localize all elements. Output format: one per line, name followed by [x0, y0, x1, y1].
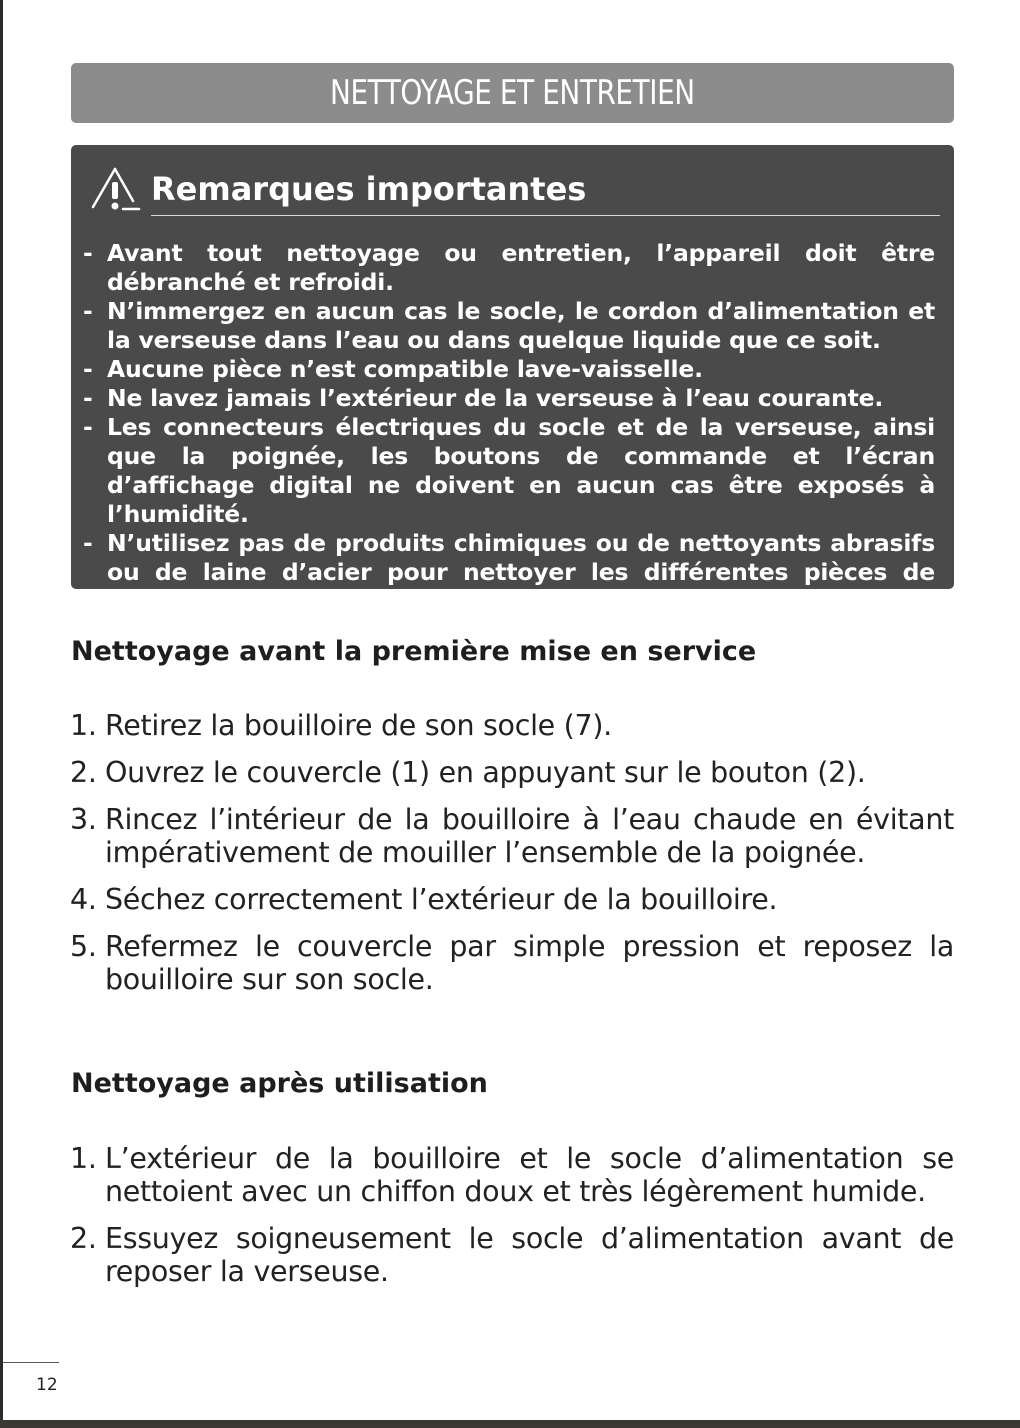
- notice-item: [83, 239, 935, 297]
- notice-item-text: Avant tout nettoyage ou entretien, l’appareil doit être débranché et refroidi.: [107, 239, 935, 296]
- step-number: 2.: [70, 756, 97, 789]
- step-item: [70, 930, 954, 996]
- notice-item-text: N’utilisez pas de produits chimiques ou de nettoyants abrasifs ou de laine d’acier pour nettoyer les différentes pièces de l’appareil.: [107, 529, 935, 615]
- important-notes-box: [71, 145, 954, 615]
- step-item: [70, 709, 954, 742]
- step-text: L’extérieur de la bouilloire et le socle d’alimentation se nettoient avec un chiffon doux et très légèrement humide.: [105, 1142, 954, 1208]
- warning-triangle-icon: [89, 165, 141, 215]
- step-text: Rincez l’intérieur de la bouilloire à l’eau chaude en évitant impérativement de mouiller l’ensemble de la poignée.: [105, 803, 954, 869]
- notice-item: [83, 413, 935, 529]
- step-number: 1.: [70, 709, 97, 742]
- step-item: [70, 883, 954, 916]
- step-item: [70, 756, 954, 789]
- step-number: 2.: [70, 1222, 97, 1255]
- step-item: [70, 803, 954, 869]
- notice-item-text: Les connecteurs électriques du socle et de la verseuse, ainsi que la poignée, les boutons de commande et l’écran d’affichage digital ne doivent en aucun cas être exposés à l’humidité.: [107, 413, 935, 528]
- notice-divider: [151, 215, 940, 216]
- notice-item-text: Ne lavez jamais l’extérieur de la verseuse à l’eau courante.: [107, 384, 884, 412]
- notice-item: [83, 384, 935, 413]
- step-item: [70, 1142, 954, 1208]
- notice-title: Remarques importantes: [151, 170, 587, 208]
- step-text: Retirez la bouilloire de son socle (7).: [105, 709, 612, 742]
- after-use-steps: [70, 1142, 954, 1302]
- page-number: 12: [36, 1375, 58, 1395]
- section-title: NETTOYAGE ET ENTRETIEN: [330, 73, 695, 113]
- bullet-dash: -: [83, 239, 93, 267]
- bullet-dash: -: [83, 529, 93, 557]
- step-number: 4.: [70, 883, 97, 916]
- bullet-dash: -: [83, 297, 93, 325]
- step-number: 3.: [70, 803, 97, 836]
- bullet-dash: -: [83, 413, 93, 441]
- step-number: 5.: [70, 930, 97, 963]
- step-number: 1.: [70, 1142, 97, 1175]
- notice-item-text: N’immergez en aucun cas le socle, le cordon d’alimentation et la verseuse dans l’eau ou dans quelque liquide que ce soit.: [107, 297, 935, 354]
- bullet-dash: -: [83, 355, 93, 383]
- first-use-steps: [70, 709, 954, 1010]
- first-use-heading: Nettoyage avant la première mise en service: [71, 636, 757, 667]
- after-use-heading: Nettoyage après utilisation: [71, 1068, 488, 1099]
- page-edge: [0, 0, 3, 1428]
- notice-list: [83, 239, 935, 616]
- notice-item-text: Aucune pièce n’est compatible lave-vaisselle.: [107, 355, 703, 383]
- step-text: Ouvrez le couvercle (1) en appuyant sur le bouton (2).: [105, 756, 866, 789]
- notice-item: [83, 297, 935, 355]
- step-text: Essuyez soigneusement le socle d’alimentation avant de reposer la verseuse.: [105, 1222, 954, 1288]
- step-text: Séchez correctement l’extérieur de la bouilloire.: [105, 883, 778, 916]
- bullet-dash: -: [83, 384, 93, 412]
- page-bottom-edge: [0, 1420, 1020, 1428]
- step-item: [70, 1222, 954, 1288]
- page-number-rule: [3, 1362, 59, 1363]
- step-text: Refermez le couvercle par simple pression et reposez la bouilloire sur son socle.: [105, 930, 954, 996]
- notice-header: [89, 163, 922, 217]
- notice-item: [83, 529, 935, 616]
- section-banner: [71, 63, 954, 123]
- notice-item: [83, 355, 935, 384]
